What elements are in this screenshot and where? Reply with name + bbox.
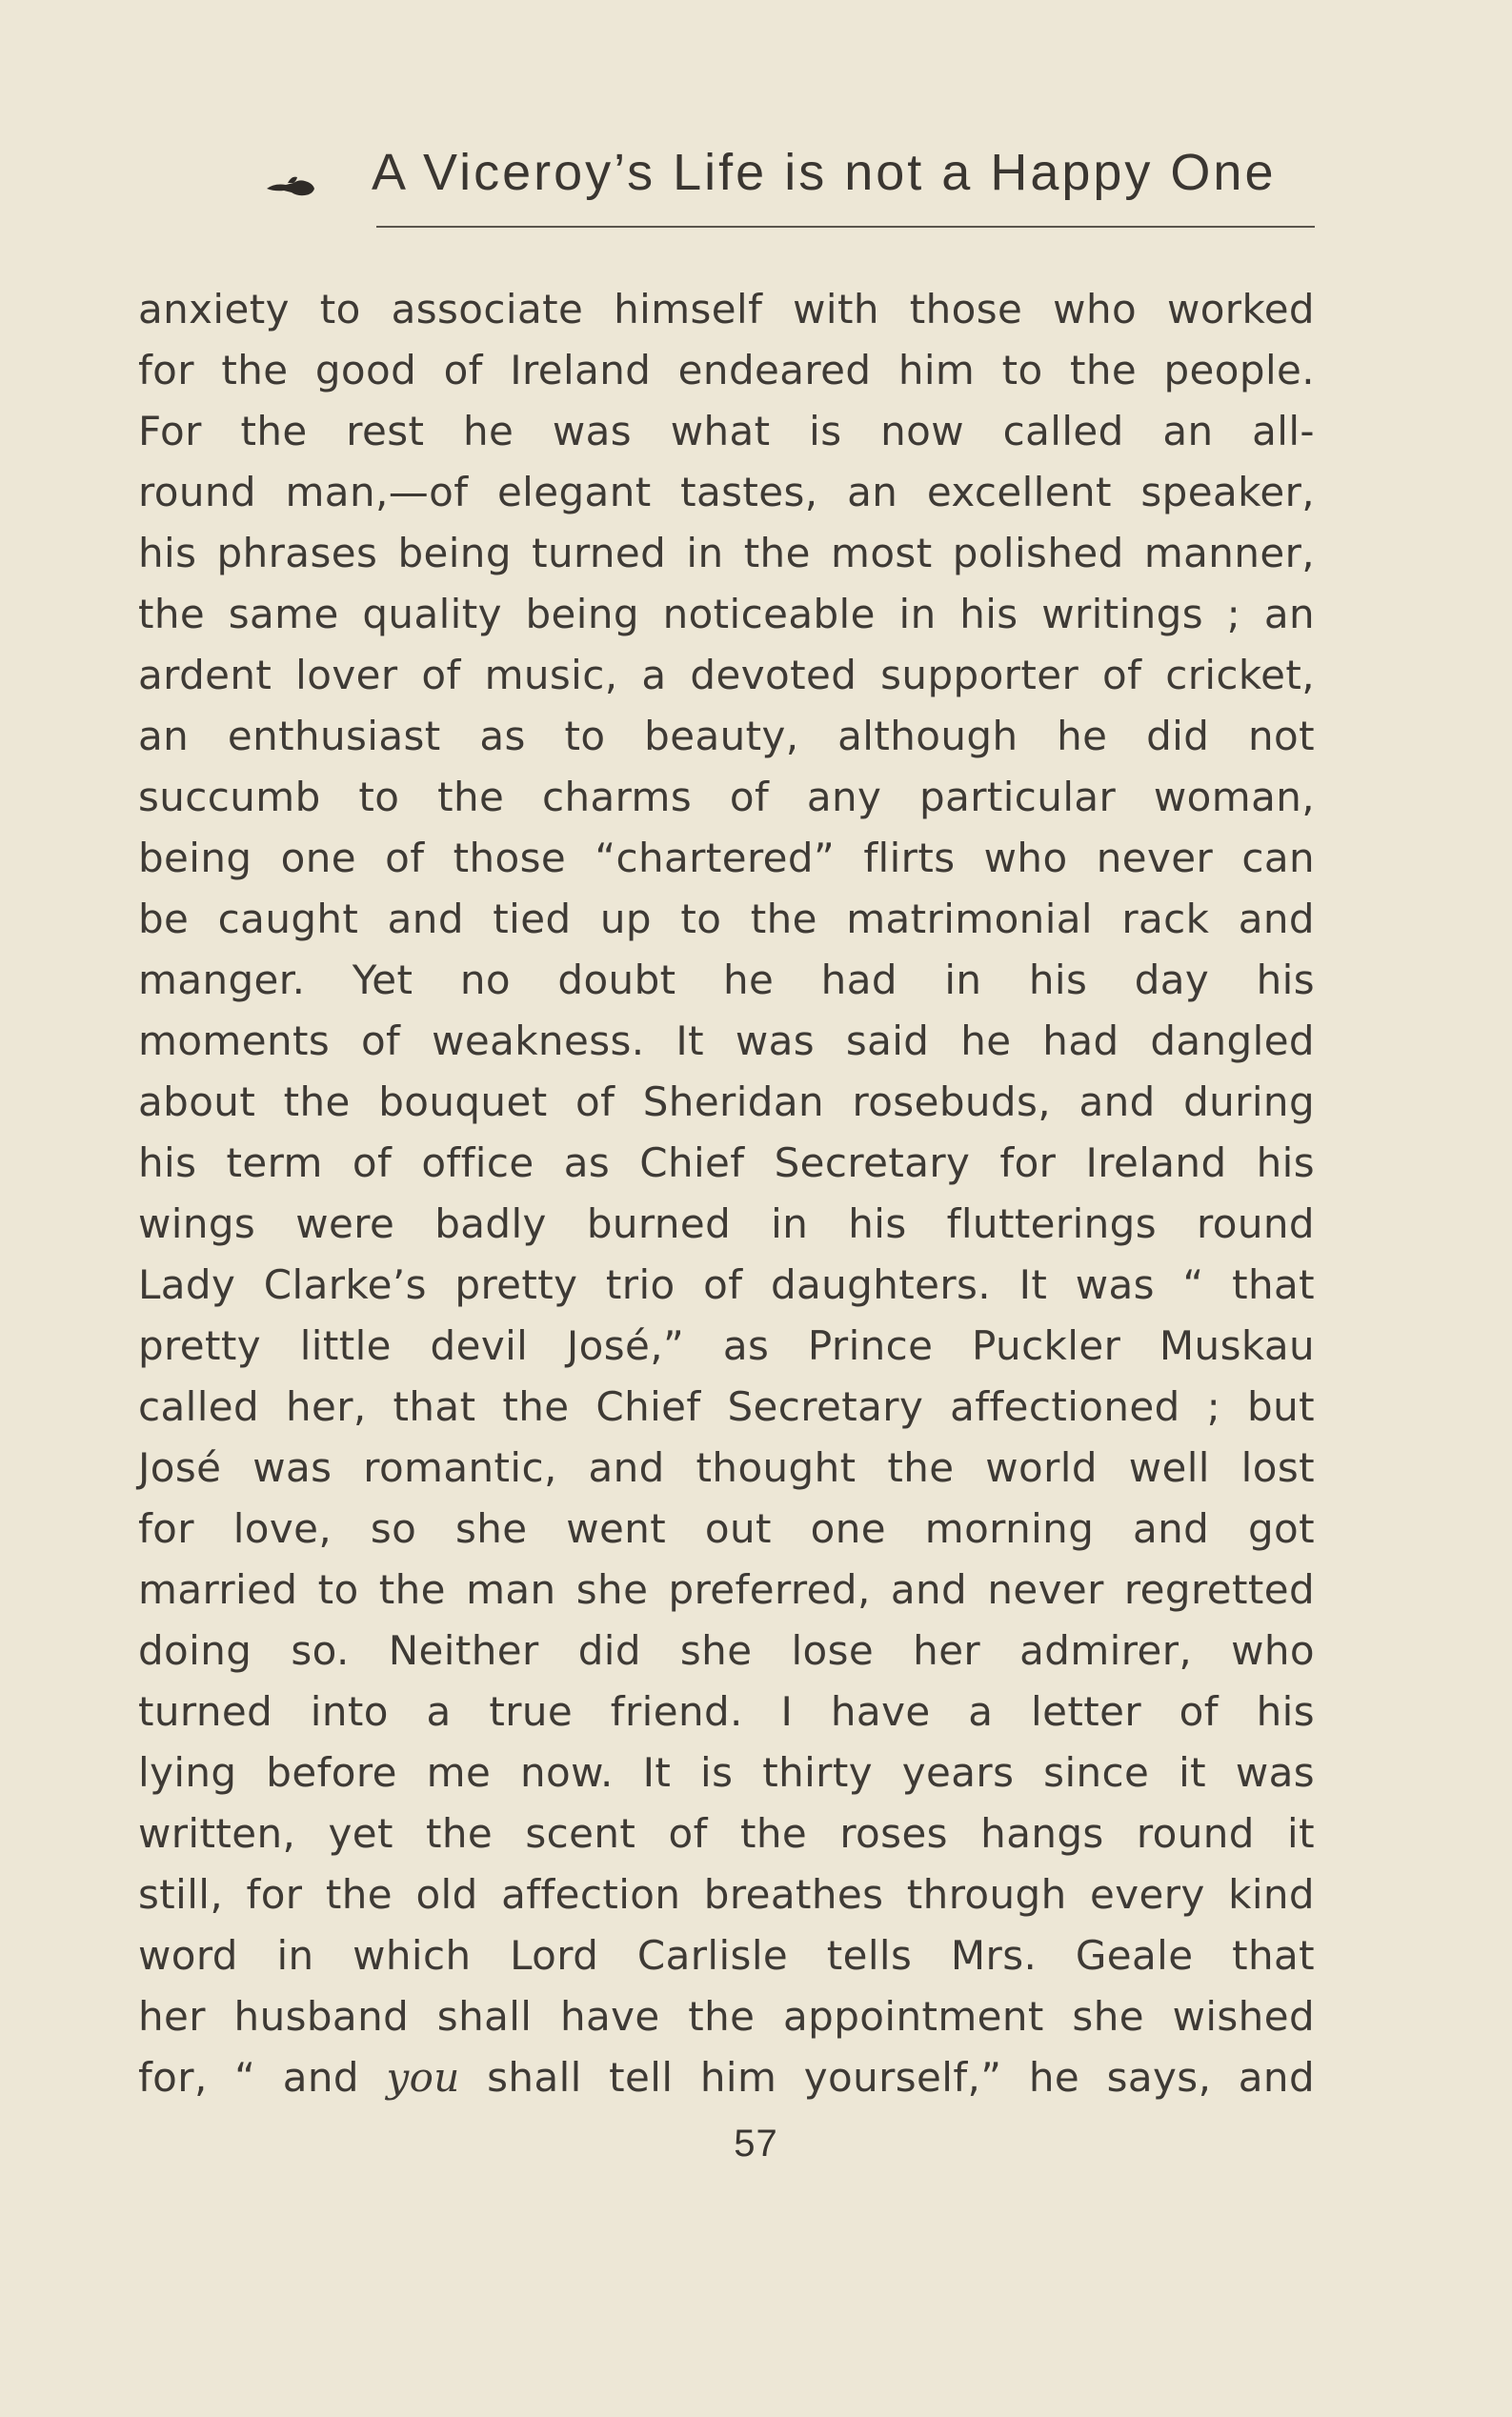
text-line: wings were badly burned in his flutterings round (138, 1200, 1315, 1247)
text-line: written, yet the scent of the roses hangs round it (138, 1810, 1315, 1857)
text-line-segment: shall tell him yourself,” he says, and (459, 2054, 1315, 2101)
text-line: moments of weakness. It was said he had dangled (138, 1017, 1315, 1064)
text-line: round man,—of elegant tastes, an excellent speaker, (138, 469, 1315, 515)
text-line (138, 2047, 1315, 2108)
text-line: manger. Yet no doubt he had in his day his (138, 957, 1315, 1003)
text-line-segment: for, “ and (138, 2054, 387, 2101)
text-line: the same quality being noticeable in his writings ; an (138, 591, 1315, 637)
text-line: married to the man she preferred, and never regretted (138, 1566, 1315, 1613)
body-text (138, 279, 1315, 2108)
text-line: still, for the old affection breathes through every kind (138, 1871, 1315, 1918)
text-line: word in which Lord Carlisle tells Mrs. Geale that (138, 1932, 1315, 1979)
text-line: being one of those “chartered” flirts who never can (138, 835, 1315, 881)
text-line: ardent lover of music, a devoted supporter of cricket, (138, 652, 1315, 698)
running-head-title: A Viceroy’s Life is not a Happy One (372, 144, 1277, 201)
text-line: about the bouquet of Sheridan rosebuds, and during (138, 1078, 1315, 1125)
running-head (257, 143, 1315, 229)
running-head-rule (376, 226, 1315, 228)
text-line: lying before me now. It is thirty years since it was (138, 1749, 1315, 1796)
text-line: his term of office as Chief Secretary for Ireland his (138, 1139, 1315, 1186)
text-line: for the good of Ireland endeared him to the people. (138, 347, 1315, 393)
text-line: anxiety to associate himself with those who worked (138, 286, 1315, 332)
text-line: his phrases being turned in the most polished manner, (138, 530, 1315, 576)
emphasized-word: you (386, 2054, 460, 2101)
text-line: turned into a true friend. I have a letter of his (138, 1688, 1315, 1735)
pointing-hand-icon (265, 171, 318, 200)
text-line: for love, so she went out one morning and got (138, 1505, 1315, 1552)
text-line: succumb to the charms of any particular woman, (138, 774, 1315, 820)
text-line: For the rest he was what is now called an all- (138, 408, 1315, 454)
text-line: Lady Clarke’s pretty trio of daughters. It was “ that (138, 1261, 1315, 1308)
text-line: an enthusiast as to beauty, although he did not (138, 713, 1315, 759)
text-line: doing so. Neither did she lose her admirer, who (138, 1627, 1315, 1674)
text-line: pretty little devil José,” as Prince Puckler Muskau (138, 1322, 1315, 1369)
text-line: be caught and tied up to the matrimonial rack and (138, 896, 1315, 942)
text-line: José was romantic, and thought the world well lost (138, 1444, 1315, 1491)
text-line: her husband shall have the appointment she wished (138, 1993, 1315, 2040)
page-number: 57 (734, 2123, 778, 2165)
text-line: called her, that the Chief Secretary affectioned ; but (138, 1383, 1315, 1430)
